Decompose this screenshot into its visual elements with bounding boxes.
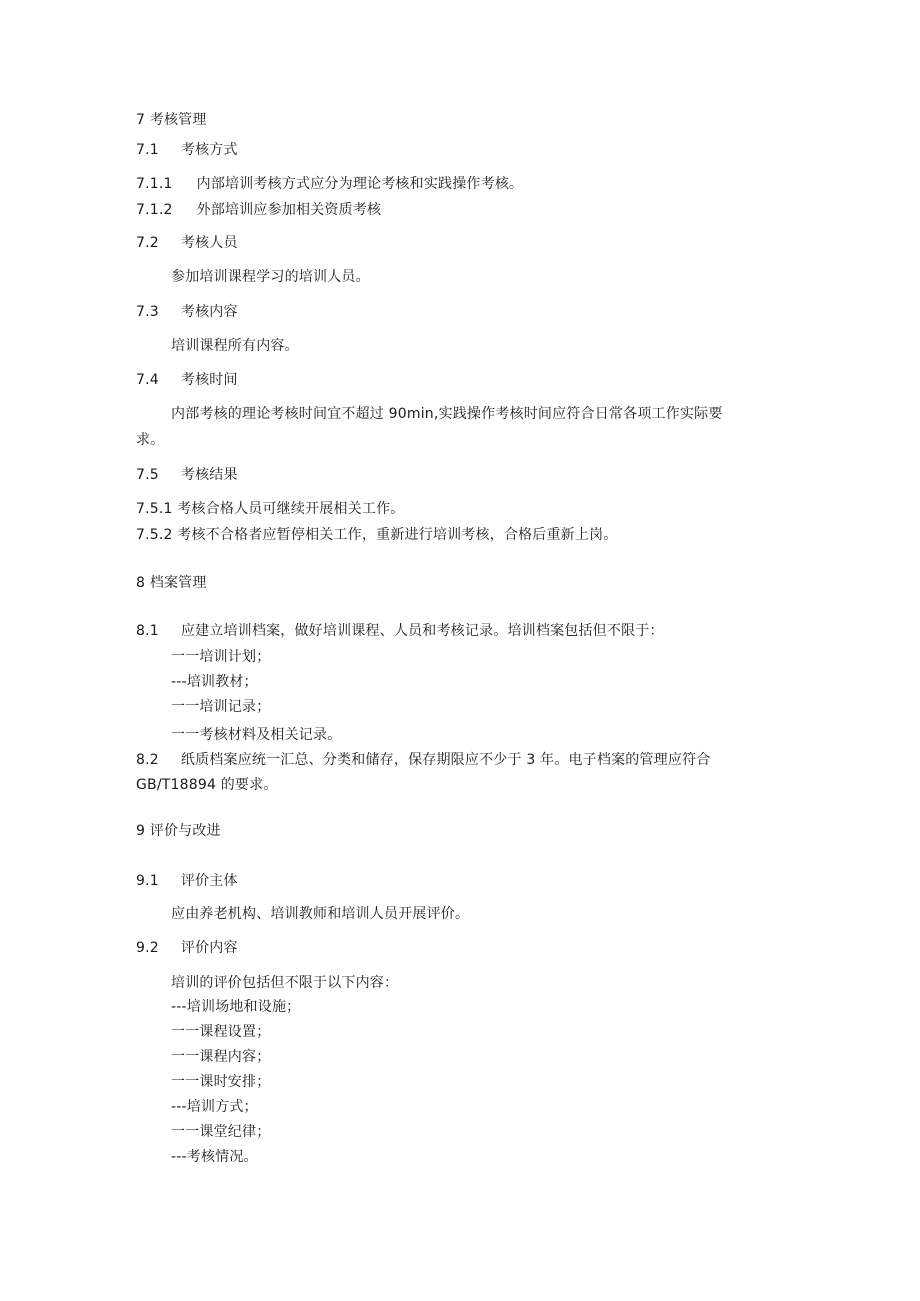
clause-9-2-body: 培训的评价包括但不限于以下内容： [171,975,399,991]
clause-7-5 [136,466,238,484]
clause-7-3-body: 培训课程所有内容。 [171,338,299,354]
list-item: ---培训方式； [171,1099,258,1115]
clause-number: 7.3 [136,304,159,320]
clause-number: 8.2 [136,752,159,768]
clause-9-2 [136,939,238,957]
clause-title: 考核内容 [180,304,238,320]
clause-title: 考核结果 [180,467,238,483]
clause-8-1 [136,622,664,640]
clause-8-2 [136,751,710,769]
clause-number: 7.2 [136,235,159,251]
section-8-heading: 8 档案管理 [136,575,207,591]
clause-number: 7.1.1 [136,176,173,192]
list-item: ---培训场地和设施； [171,999,301,1015]
section-9-heading: 9 评价与改进 [136,823,221,839]
clause-title: 评价内容 [180,940,238,956]
clause-number: 7.1.2 [136,202,173,218]
clause-title: 考核方式 [180,142,238,158]
clause-8-2-line2: GB/T18894 的要求。 [136,777,278,793]
clause-7-2 [136,234,238,252]
clause-number: 9.1 [136,873,159,889]
clause-9-1-body: 应由养老机构、培训教师和培训人员开展评价。 [171,906,470,922]
clause-9-1 [136,872,238,890]
list-item: 一一考核材料及相关记录。 [171,727,342,743]
clause-text: 内部培训考核方式应分为理论考核和实践操作考核。 [196,176,524,192]
clause-7-4-body-line2: 求。 [136,432,165,448]
clause-title: 考核时间 [180,372,238,388]
clause-7-3 [136,303,238,321]
list-item: 一一课程内容； [171,1049,271,1065]
clause-number: 7.5 [136,467,159,483]
clause-7-5-1: 7.5.1 考核合格人员可继续开展相关工作。 [136,501,405,517]
list-item: 一一培训记录； [171,699,271,715]
list-item: 一一课时安排； [171,1074,271,1090]
clause-number: 9.2 [136,940,159,956]
clause-text: 纸质档案应统一汇总、分类和储存，保存期限应不少于 3 年。电子档案的管理应符合 [180,752,711,768]
clause-title: 考核人员 [180,235,238,251]
list-item: 一一培训计划； [171,649,271,665]
section-7-heading: 7 考核管理 [136,112,207,128]
list-item: ---考核情况。 [171,1149,258,1165]
clause-7-4-body-line1: 内部考核的理论考核时间宜不超过 90min,实践操作考核时间应符合日常各项工作实际要 [171,406,723,422]
clause-7-1-2 [136,201,381,219]
clause-number: 8.1 [136,623,159,639]
clause-7-5-2: 7.5.2 考核不合格者应暂停相关工作，重新进行培训考核，合格后重新上岗。 [136,527,618,543]
clause-title: 评价主体 [180,873,238,889]
clause-7-1-1 [136,175,523,193]
clause-number: 7.1 [136,142,159,158]
clause-7-4 [136,371,238,389]
list-item: 一一课程设置； [171,1024,271,1040]
clause-text: 应建立培训档案，做好培训课程、人员和考核记录。培训档案包括但不限于： [180,623,664,639]
list-item: ---培训教材； [171,674,258,690]
clause-7-1 [136,141,238,159]
clause-7-2-body: 参加培训课程学习的培训人员。 [171,269,370,285]
clause-number: 7.4 [136,372,159,388]
clause-text: 外部培训应参加相关资质考核 [196,202,382,218]
list-item: 一一课堂纪律； [171,1124,271,1140]
